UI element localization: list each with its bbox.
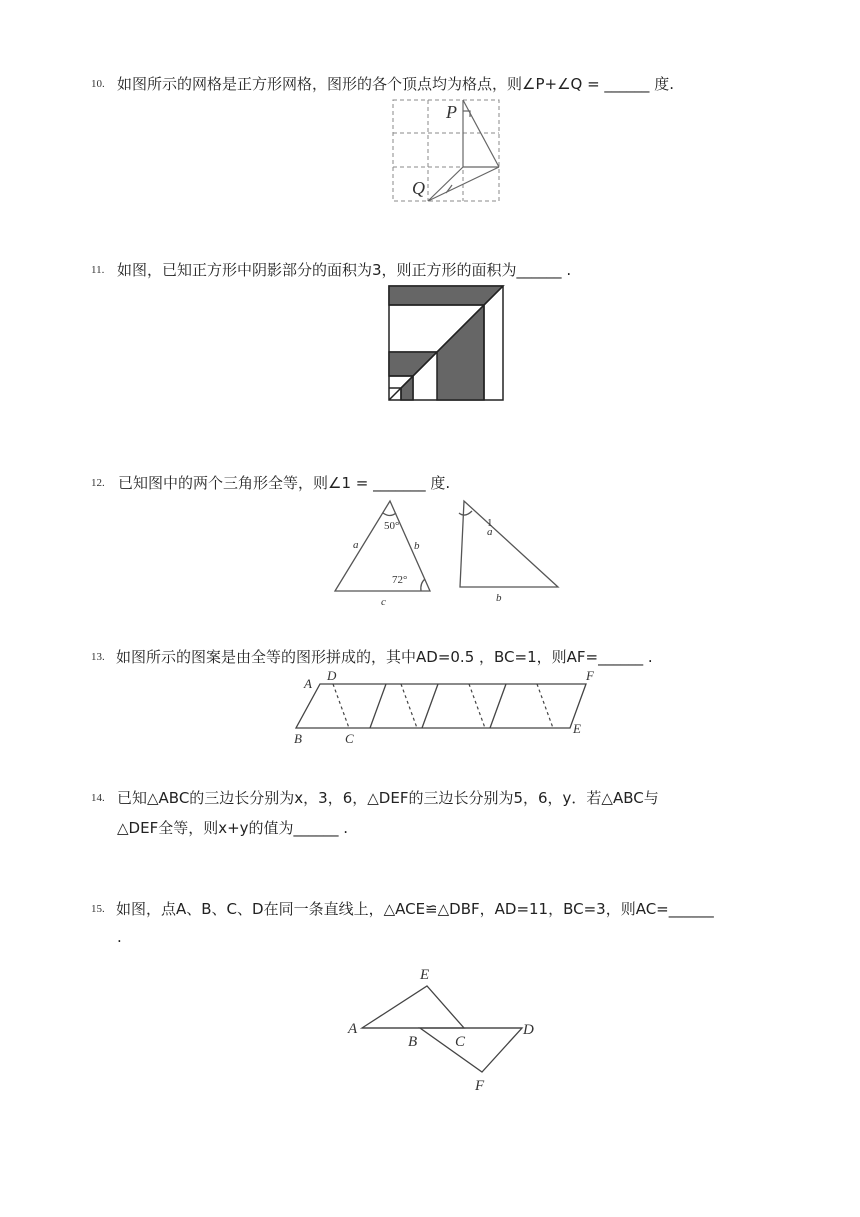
- label-q: Q: [412, 178, 425, 198]
- question-text: 如图，已知正方形中阴影部分的面积为3，则正方形的面积为______ .: [117, 261, 572, 279]
- label-f: F: [475, 1078, 485, 1094]
- side-a2-label: a: [487, 526, 493, 538]
- angle-50-label: 50°: [384, 520, 400, 532]
- label-e: E: [420, 967, 430, 983]
- label-e: E: [573, 721, 581, 736]
- side-a-label: a: [353, 539, 359, 551]
- parallelogram-pattern-figure: [290, 666, 600, 750]
- question-text-line-1: 如图，点A、B、C、D在同一条直线上，△ACE≌△DBF，AD=11，BC=3，则AC=______: [116, 900, 714, 918]
- label-a: A: [348, 1021, 358, 1037]
- label-b: B: [294, 731, 302, 746]
- question-number: 12.: [91, 477, 105, 489]
- label-c: C: [345, 731, 354, 746]
- square-shaded-figure: [386, 283, 506, 403]
- label-a: A: [304, 676, 312, 691]
- question-number: 10.: [91, 78, 105, 90]
- question-number: 11.: [91, 264, 105, 276]
- grid-figure: [390, 97, 502, 205]
- question-number: 13.: [91, 651, 105, 663]
- label-d: D: [523, 1022, 534, 1038]
- angle-72-label: 72°: [392, 574, 408, 586]
- label-c: C: [455, 1034, 466, 1050]
- label-d: D: [327, 668, 337, 683]
- question-number: 15.: [91, 903, 105, 915]
- side-c-label: c: [381, 596, 386, 608]
- label-f: F: [586, 668, 594, 683]
- angle-1-label: 1: [487, 517, 493, 529]
- triangles-line-figure: [340, 962, 550, 1094]
- question-text: 如图所示的网格是正方形网格，图形的各个顶点均为格点，则∠P+∠Q = ______ 度.: [117, 75, 674, 93]
- side-b-label: b: [414, 540, 420, 552]
- label-p: P: [446, 102, 457, 122]
- question-text-line-1: 已知△ABC的三边长分别为x，3，6，△DEF的三边长分别为5，6，y．若△ABC与: [117, 789, 659, 807]
- question-text: 如图所示的图案是由全等的图形拼成的，其中AD=0.5 ，BC=1，则AF=______ .: [116, 648, 653, 666]
- congruent-triangles-figure: [330, 495, 570, 610]
- side-b2-label: b: [496, 592, 502, 604]
- question-text-line-2: △DEF全等，则x+y的值为______ .: [117, 819, 349, 837]
- label-b: B: [408, 1034, 418, 1050]
- question-text-line-2: .: [117, 928, 122, 946]
- question-text: 已知图中的两个三角形全等，则∠1 = _______ 度.: [118, 474, 451, 492]
- question-number: 14.: [91, 792, 105, 804]
